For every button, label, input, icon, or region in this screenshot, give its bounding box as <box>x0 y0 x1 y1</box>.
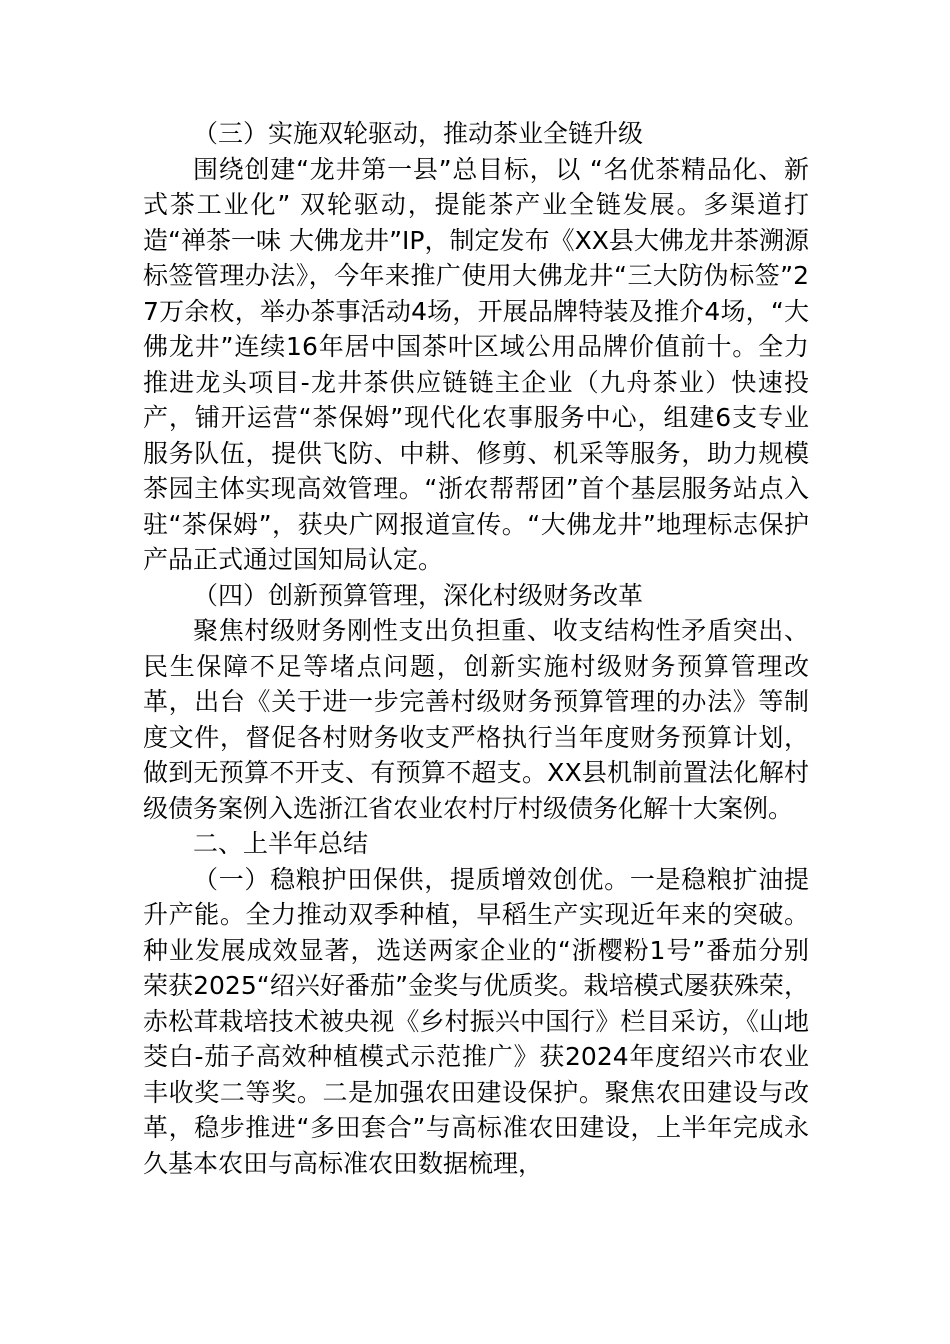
paragraph-tea-industry: 围绕创建“龙井第一县”总目标，以 “名优茶精品化、新式茶工业化” 双轮驱动，提能茶产业全链发展。多渠道打造“禅茶一味 大佛龙井”IP，制定发布《XX县大佛龙井茶溯源标签管理办法》，今年来推广使用大佛龙井“三大防伪标签”27万余枚，举办茶事活动4场，开展品牌特装及推介4场，“大佛龙井”连续16年居中国茶叶区域公用品牌价值前十。全力推进龙头项目-龙井茶供应链链主企业（九舟茶业）快速投产，铺开运营“茶保姆”现代化农事服务中心，组建6支专业服务队伍，提供飞防、中耕、修剪、机采等服务，助力规模茶园主体实现高效管理。“浙农帮帮团”首个基层服务站点入驻“茶保姆”，获央广网报道宣传。“大佛龙井”地理标志保护产品正式通过国知局认定。 <box>143 154 809 574</box>
paragraph-grain-farmland: （一）稳粮护田保供，提质增效创优。一是稳粮扩油提升产能。全力推动双季种植，早稻生产实现近年来的突破。种业发展成效显著，选送两家企业的“浙樱粉1号”番茄分别荣获2025“绍兴好番茄”金奖与优质奖。栽培模式屡获殊荣，赤松茸栽培技术被央视《乡村振兴中国行》栏目采访，《山地茭白-茄子高效种植模式示范推广》获2024年度绍兴市农业丰收奖二等奖。二是加强农田建设保护。聚焦农田建设与改革，稳步推进“多田套合”与高标准农田建设，上半年完成永久基本农田与高标准农田数据梳理， <box>143 864 809 1178</box>
section-heading-3: （三）实施双轮驱动，推动茶业全链升级 <box>193 119 644 148</box>
document-body <box>143 116 809 1181</box>
section-heading-half-year: 二、上半年总结 <box>193 829 369 858</box>
section-heading-4: （四）创新预算管理，深化村级财务改革 <box>193 580 644 610</box>
paragraph-village-finance: 聚焦村级财务刚性支出负担重、收支结构性矛盾突出、民生保障不足等堵点问题，创新实施村级财务预算管理改革，出台《关于进一步完善村级财务预算管理的办法》等制度文件，督促各村财务收支严格执行当年度财务预算计划，做到无预算不开支、有预算不超支。XX县机制前置法化解村级债务案例入选浙江省农业农村厅村级债务化解十大案例。 <box>143 616 809 823</box>
